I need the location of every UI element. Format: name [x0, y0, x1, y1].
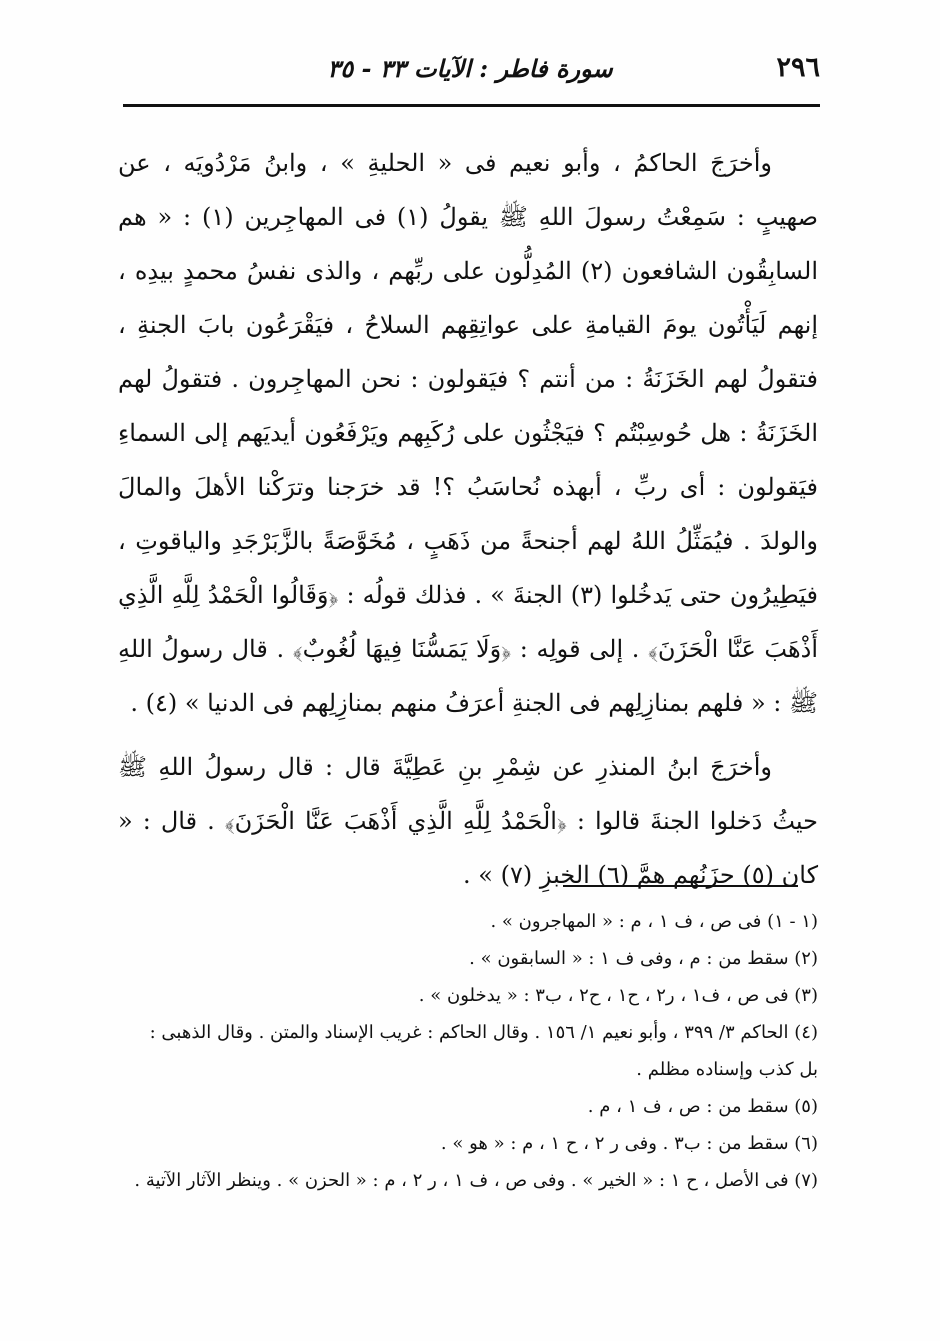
main-text: [118, 136, 818, 902]
footnote-4: (٤) الحاكم ٣/ ٣٩٩ ، وأبو نعيم ١/ ١٥٦ . وقال الحاكم : غريب الإسناد والمتن . وقال الذهبى : بل كذب وإسناده مظلم .: [149, 1022, 818, 1080]
footnote-5: (٥) سقط من : ص ، ف ١ ، م .: [587, 1096, 818, 1117]
footnotes: [128, 903, 818, 1199]
footnote-3: (٣) فى ص ، ف١ ، ر٢ ، ح١ ، ح٢ ، ب٣ : « يدخلون » .: [418, 985, 818, 1006]
running-title: سورة فاطر : الآيات ٣٣ - ٣٥: [327, 54, 613, 83]
footnote-2: (٢) سقط من : م ، وفى ف ١ : « السابقون » .: [469, 948, 818, 969]
page-header: [120, 52, 820, 92]
footnote-7: (٧) فى الأصل ، ح ١ : « الخير » . وفى ص ، ف ١ ، ر ٢ ، م : « الحزن » . وينظر الآثار الآتية .: [134, 1170, 818, 1191]
header-divider: [123, 104, 820, 107]
paragraph-1: وأخرَجَ الحاكمُ ، وأبو نعيم فى « الحليةِ » ، وابنُ مَرْدُويَه ، عن صهيبٍ : سَمِعْتُ رسولَ اللهِ ﷺ يقولُ (١) فى المهاجِرين (١) : « هم السابِقُون الشافعون (٢) المُدِلُّون على ربِّهم ، والذى نفسُ محمدٍ بيدِه ، إنهم لَيَأْتُون يومَ القيامةِ على عواتِقِهم السلاحُ ، فيَقْرَعُون بابَ الجنةِ ، فتقولُ لهم الخَزَنَةُ : من أنتم ؟ فيَقولون : نحن المهاجِرون . فتقولُ لهم الخَزَنَةُ : هل حُوسِبْتُم ؟ فيَجْثُون على رُكَبِهم ويَرْفَعُون أيديَهم إلى السماءِ فيَقولون : أى ربِّ ، أبهذه نُحاسَبُ ؟! قد خرَجنا وترَكْنا الأهلَ والمالَ والولدَ . فيُمَثِّلُ اللهُ لهم أجنحةً من ذَهَبٍ ، مُخَوَّصَةً بالزَّبَرْجَدِ والياقوتِ ، فيَطِيرُون حتى يَدخُلوا (٣) الجنةَ » . فذلك قولُه : ﴿وَقَالُوا الْحَمْدُ لِلَّهِ الَّذِي أَذْهَبَ عَنَّا الْحَزَنَ﴾ . إلى قولِه : ﴿وَلَا يَمَسُّنَا فِيهَا لُغُوبٌ﴾ . قال رسولُ اللهِ ﷺ : « فلهم بمنازِلِهم فى الجنةِ أعرَفُ منهم بمنازِلِهم فى الدنيا » (٤) .: [118, 149, 818, 717]
footnote-6: (٦) سقط من : ب٣ . وفى ر ٢ ، ح ١ ، م : « هو » .: [440, 1133, 818, 1154]
paragraph-2: وأخرَجَ ابنُ المنذرِ عن شِمْرِ بنِ عَطِيَّةَ قال : قال رسولُ اللهِ ﷺ حيثُ دَخلوا الجنةَ قالوا : ﴿الْحَمْدُ لِلَّهِ الَّذِي أَذْهَبَ عَنَّا الْحَزَنَ﴾ . قال : « كان (٥) حزَنُهم همَّ (٦) الخبزِ (٧) » .: [118, 753, 818, 889]
page-number: ٢٩٦: [776, 52, 820, 83]
footnote-divider: [563, 885, 798, 887]
footnote-1: (١ - ١) فى ص ، ف ١ ، م : « المهاجرون » .: [490, 911, 818, 932]
